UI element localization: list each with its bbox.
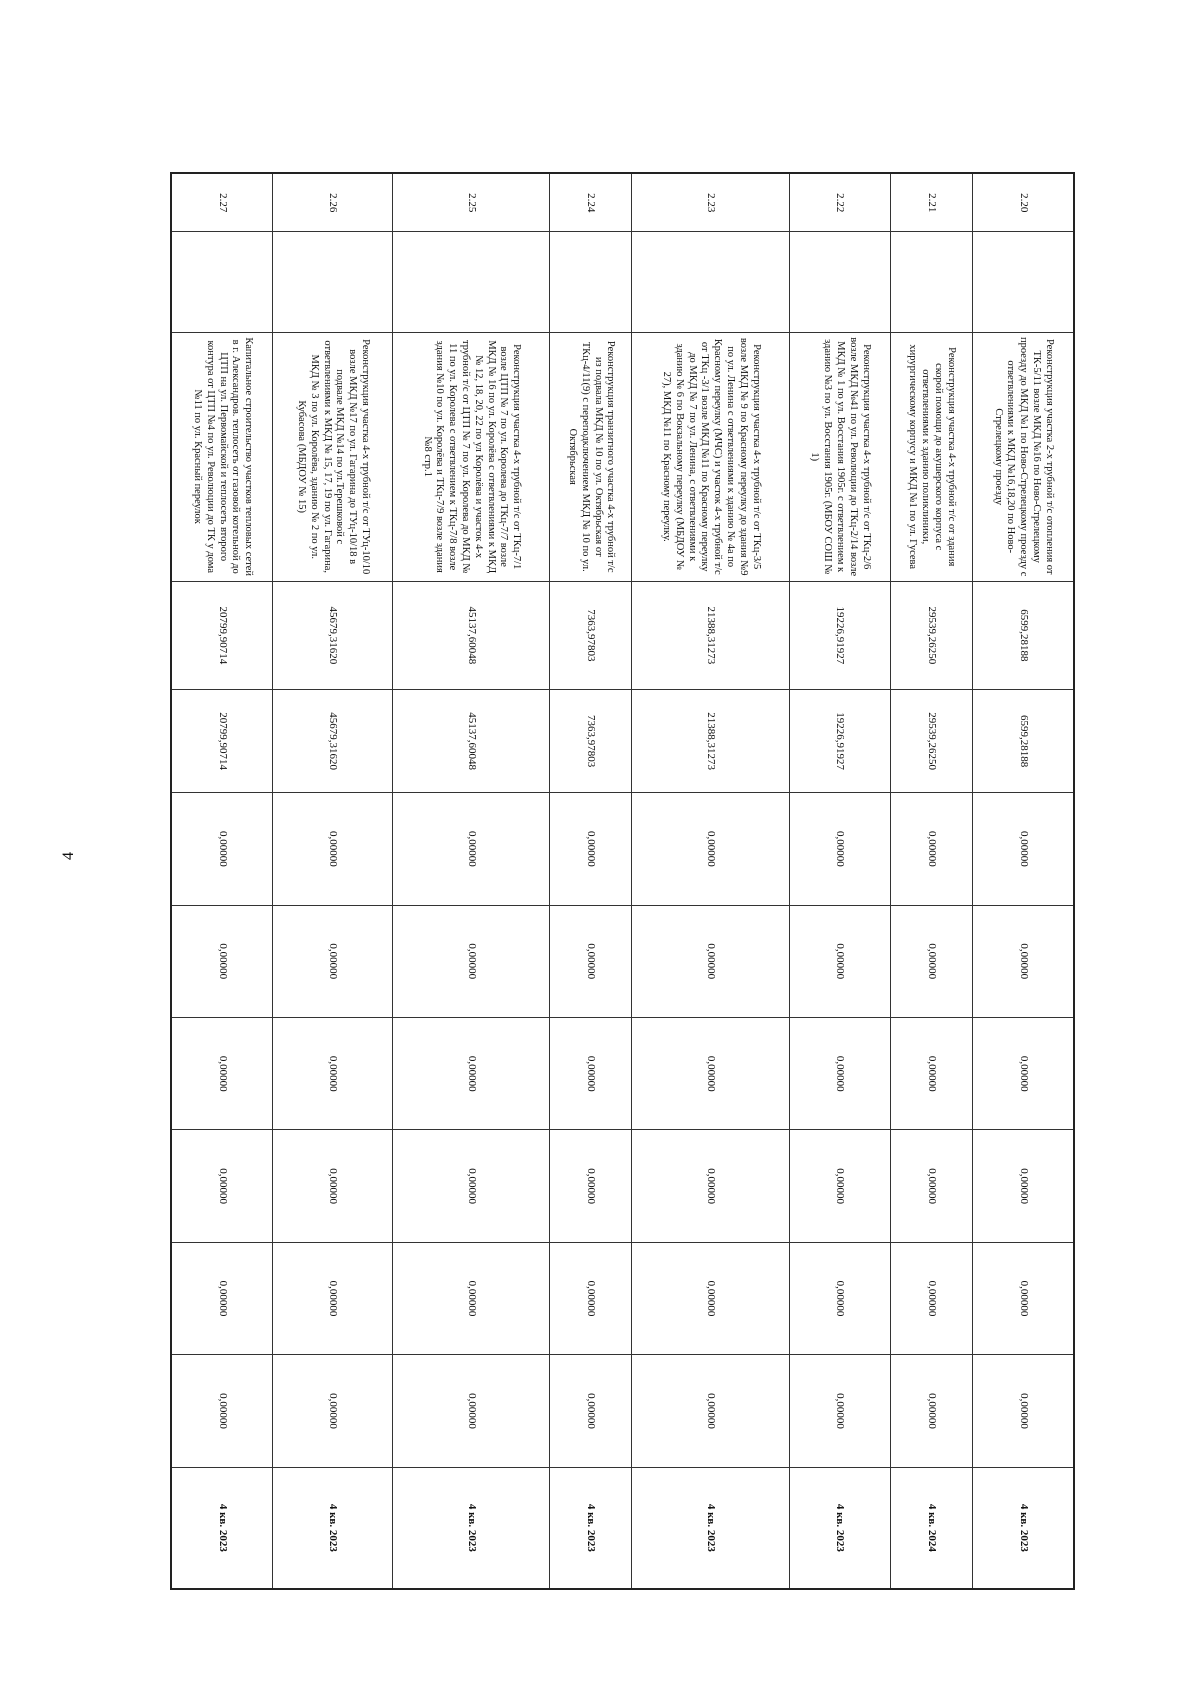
row-empty-cell (972, 232, 1074, 332)
row-value-year: 19226,91927 (789, 690, 890, 793)
row-period: 4 кв. 2023 (273, 1467, 393, 1589)
row-value: 0,00000 (972, 1242, 1074, 1354)
row-value: 0,00000 (890, 905, 972, 1017)
row-code: 2.26 (273, 173, 393, 232)
row-period: 4 кв. 2023 (171, 1467, 273, 1589)
table-row (273, 173, 393, 1589)
row-value: 0,00000 (632, 1242, 789, 1354)
row-value: 0,00000 (550, 1242, 632, 1354)
row-code: 2.24 (550, 173, 632, 232)
row-value: 0,00000 (392, 1130, 549, 1242)
rotated-table-sheet (170, 172, 1075, 1590)
row-value: 0,00000 (392, 1355, 549, 1467)
row-value: 0,00000 (171, 1242, 273, 1354)
row-period: 4 кв. 2023 (632, 1467, 789, 1589)
row-value: 0,00000 (789, 1355, 890, 1467)
row-description: Реконструкция участка 4-х трубной т/с от ТКц-2/6 возле МКД №41 по ул. Революции до ТКц-2/14 возле МКД № 1 по ул. Восстания 1905г. с ответвлением к зданию №3 по ул. Восстания 1905г. (МБОУ СОШ № 1) (789, 332, 890, 581)
row-value: 0,00000 (890, 1242, 972, 1354)
row-value: 0,00000 (273, 1242, 393, 1354)
row-value-year: 20799,90714 (171, 690, 273, 793)
row-value: 0,00000 (632, 1017, 789, 1129)
row-description: Капитальное строительство участков тепловых сетей в г. Александров. теплосеть от газовой котельной до ЦТП на ул. Первомайской и теплосеть второго контура от ЦТП №4 по ул. Революции до ТК у дома №11 по ул. Красный переулок (171, 332, 273, 581)
table-body (171, 173, 1074, 1589)
row-value-year: 45679,31620 (273, 690, 393, 793)
row-value-total: 20799,90714 (171, 581, 273, 689)
table-row (972, 173, 1074, 1589)
row-value-total: 45137,60048 (392, 581, 549, 689)
row-value: 0,00000 (550, 1355, 632, 1467)
row-value: 0,00000 (632, 905, 789, 1017)
row-value: 0,00000 (273, 905, 393, 1017)
row-period: 4 кв. 2023 (972, 1467, 1074, 1589)
row-code: 2.21 (890, 173, 972, 232)
row-value: 0,00000 (789, 905, 890, 1017)
row-value-total: 29539,26250 (890, 581, 972, 689)
row-value-year: 7363,97803 (550, 690, 632, 793)
row-period: 4 кв. 2023 (550, 1467, 632, 1589)
row-value: 0,00000 (789, 793, 890, 905)
table-row (171, 173, 273, 1589)
row-value: 0,00000 (789, 1242, 890, 1354)
table-row (890, 173, 972, 1589)
row-value: 0,00000 (890, 1355, 972, 1467)
row-code: 2.23 (632, 173, 789, 232)
row-value: 0,00000 (550, 1017, 632, 1129)
table-row (789, 173, 890, 1589)
row-value: 0,00000 (890, 1130, 972, 1242)
row-value: 0,00000 (972, 905, 1074, 1017)
row-value: 0,00000 (550, 905, 632, 1017)
row-description: Реконструкция участка 4-х трубной т/с от ТУц-10/10 возле МКД №17 по ул. Гагарина до ТУц-10/18 в подвале МКД №14 по ул.Терешковой с ответвлениями к МКД № 15, 17, 19 по ул. Гагарина, МКД № 3 по ул. Королёва, зданию № 2 по ул. Кубасова (МБДОУ № 15) (273, 332, 393, 581)
row-period: 4 кв. 2023 (392, 1467, 549, 1589)
row-value: 0,00000 (972, 793, 1074, 905)
row-value-total: 45679,31620 (273, 581, 393, 689)
row-empty-cell (171, 232, 273, 332)
row-value: 0,00000 (392, 1242, 549, 1354)
row-code: 2.20 (972, 173, 1074, 232)
row-empty-cell (890, 232, 972, 332)
row-empty-cell (392, 232, 549, 332)
row-value-total: 7363,97803 (550, 581, 632, 689)
row-value-year: 21388,31273 (632, 690, 789, 793)
row-value-total: 6599,28188 (972, 581, 1074, 689)
row-period: 4 кв. 2023 (789, 1467, 890, 1589)
row-value: 0,00000 (392, 905, 549, 1017)
row-description: Реконструкция участка 2-х трубной т/с отопления от ТК-5/11 возле МКД №16 по Ново-Стрелецкому проезду до МКД №1 по Ново-Стрелецкому проезду с ответвлениями к МКД №16,18,20 по Ново-Стрелецкому проезду (972, 332, 1074, 581)
row-description: Реконструкция участка 4-х трубной т/с от ТКц-3/5 возле МКД № 9 по Красному переулку до здания №9 по ул. Ленина с ответвлениями к зданию № 4а по Красному переулку (МЧС) и участок 4-х трубной т/с от ТКц -3/1 возле МКД №11 по Красному переулку до МКД № 7 по ул. Ленина, с ответвлениями к зданию № 6 по Вокзальному переулку (МБДОУ № 27), МКД №11 по Красному переулку. (632, 332, 789, 581)
row-value-year: 6599,28188 (972, 690, 1074, 793)
row-value: 0,00000 (273, 1017, 393, 1129)
row-value: 0,00000 (890, 793, 972, 905)
row-value-year: 29539,26250 (890, 690, 972, 793)
row-empty-cell (550, 232, 632, 332)
row-value: 0,00000 (392, 1017, 549, 1129)
table-row (550, 173, 632, 1589)
row-value: 0,00000 (890, 1017, 972, 1129)
row-value: 0,00000 (550, 793, 632, 905)
row-empty-cell (789, 232, 890, 332)
row-description: Реконструкция транзитного участка 4-х трубной т/с из подвала МКД № 10 по ул. Октябрьская от ТКц-4/11(9) с переподключением МКД № 10 по ул. Октябрьская (550, 332, 632, 581)
row-value: 0,00000 (789, 1130, 890, 1242)
row-value: 0,00000 (171, 793, 273, 905)
row-value: 0,00000 (392, 793, 549, 905)
row-period: 4 кв. 2024 (890, 1467, 972, 1589)
row-value: 0,00000 (972, 1130, 1074, 1242)
row-value: 0,00000 (273, 1355, 393, 1467)
row-empty-cell (273, 232, 393, 332)
row-code: 2.22 (789, 173, 890, 232)
row-description: Реконструкция участка 4-х трубной т/с от здания скорой помощи до акушерского корпуса с ответвлениями к зданию поликлиники, хирургическому корпусу и МКД №1 по ул. Гусева (890, 332, 972, 581)
row-value: 0,00000 (273, 1130, 393, 1242)
row-value: 0,00000 (171, 1355, 273, 1467)
investment-program-table (170, 172, 1075, 1590)
row-value: 0,00000 (171, 905, 273, 1017)
row-value: 0,00000 (632, 793, 789, 905)
row-value: 0,00000 (273, 793, 393, 905)
row-value: 0,00000 (550, 1130, 632, 1242)
row-value: 0,00000 (789, 1017, 890, 1129)
row-description: Реконструкция участка 4-х трубной т/с от ТКц-7/1 возле ЦТП № 7 по ул. Королева до ТКц-7/7 возле МКД № 16 по ул. Королёва с ответвлениями к МКД № 12, 18, 20, 22 по ул Королёва и участок 4-х трубной т/с от ЦТП № 7 по ул. Королева до МКД № 11 по ул. Королева с ответвлением к ТКц-7/8 возле здания №10 по ул. Королёва и ТКц-7/9 возле здания №8 стр.1 (392, 332, 549, 581)
row-value: 0,00000 (632, 1355, 789, 1467)
row-value: 0,00000 (972, 1355, 1074, 1467)
row-value: 0,00000 (171, 1130, 273, 1242)
row-code: 2.25 (392, 173, 549, 232)
row-value-total: 19226,91927 (789, 581, 890, 689)
page-number: 4 (60, 852, 77, 860)
row-code: 2.27 (171, 173, 273, 232)
row-value-total: 21388,31273 (632, 581, 789, 689)
row-value-year: 45137,60048 (392, 690, 549, 793)
row-value: 0,00000 (171, 1017, 273, 1129)
row-value: 0,00000 (972, 1017, 1074, 1129)
row-value: 0,00000 (632, 1130, 789, 1242)
table-row (392, 173, 549, 1589)
table-row (632, 173, 789, 1589)
row-empty-cell (632, 232, 789, 332)
